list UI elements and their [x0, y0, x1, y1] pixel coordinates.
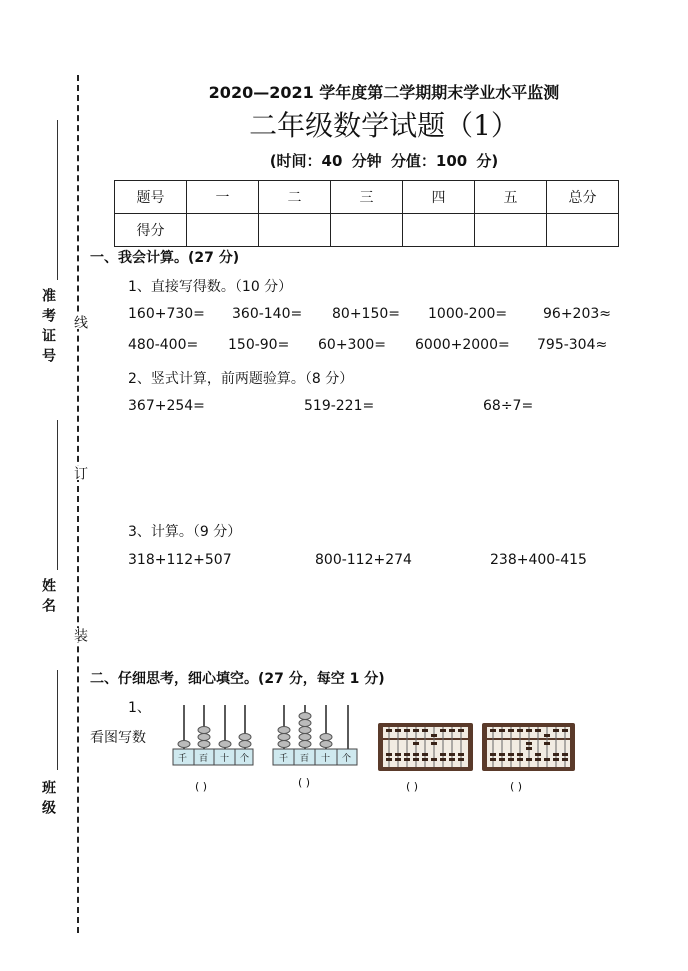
place-label-thousands: 千	[178, 754, 188, 764]
q1-item: 1000-200=	[428, 306, 508, 322]
q1-item: 60+300=	[318, 337, 386, 353]
score-cell: 四	[403, 181, 475, 214]
place-label-tens: 十	[220, 754, 230, 764]
q2-item: 367+254=	[128, 398, 205, 414]
section-2-title: 二、仔细思考，细心填空。(27 分，每空 1 分)	[90, 671, 385, 687]
binding-char-line: 线	[72, 315, 88, 329]
q1-item: 360-140=	[232, 306, 303, 322]
place-label-tens: 十	[321, 754, 331, 764]
exam-title: 二年级数学试题（1）	[249, 109, 519, 142]
score-cell: 五	[475, 181, 547, 214]
score-table-score-row	[115, 214, 619, 247]
q2-item: 68÷7=	[483, 398, 534, 414]
binding-char-ding: 订	[72, 466, 88, 480]
q3-item: 318+112+507	[128, 552, 232, 568]
answer-blank-1[interactable]: ( )	[195, 780, 208, 793]
binding-dashed-line	[77, 75, 79, 933]
exam-time-score: (时间：40 分钟 分值：100 分)	[269, 152, 499, 170]
section-1-title: 一、我会计算。(27 分)	[90, 250, 240, 266]
s2-q1-label: 看图写数	[90, 730, 146, 746]
place-label-hundreds: 百	[199, 754, 209, 764]
class-label: 班级	[40, 780, 56, 820]
place-label-ones: 个	[342, 754, 352, 764]
score-cell: 题号	[115, 181, 187, 214]
q3-item: 800-112+274	[315, 552, 412, 568]
score-input-cell[interactable]	[475, 214, 547, 247]
class-line	[57, 670, 58, 770]
abacus-3-drawing	[383, 727, 468, 767]
exam-term-title: 2020—2021 学年度第二学期期末学业水平监测	[208, 83, 560, 102]
q1-item: 480-400=	[128, 337, 199, 353]
score-input-cell[interactable]	[331, 214, 403, 247]
score-input-cell[interactable]	[547, 214, 619, 247]
counting-frame-1	[172, 703, 254, 767]
name-label: 姓名	[40, 578, 56, 618]
abacus-3-inner	[383, 727, 468, 767]
answer-blank-3[interactable]: ( )	[406, 780, 419, 793]
q1-title: 1、直接写得数。（10 分）	[128, 279, 293, 295]
q2-title: 2、竖式计算，前两题验算。（8 分）	[128, 371, 354, 387]
q2-item: 519-221=	[304, 398, 375, 414]
answer-blank-4[interactable]: ( )	[510, 780, 523, 793]
abacus-4-inner	[487, 727, 570, 767]
s2-q1-number: 1、	[128, 700, 151, 716]
q1-item: 150-90=	[228, 337, 290, 353]
score-cell: 三	[331, 181, 403, 214]
abacus-image-3	[378, 723, 473, 771]
score-cell: 二	[259, 181, 331, 214]
answer-blank-2[interactable]: ( )	[298, 776, 311, 789]
place-label-hundreds: 百	[300, 754, 310, 764]
place-label-ones: 个	[240, 754, 250, 764]
q1-item: 160+730=	[128, 306, 205, 322]
q1-item: 96+203≈	[543, 306, 611, 322]
abacus-4-drawing	[487, 727, 570, 767]
exam-number-label: 准考证号	[40, 288, 56, 368]
q3-title: 3、计算。（9 分）	[128, 524, 242, 540]
score-table	[114, 180, 619, 247]
exam-number-line	[57, 120, 58, 280]
score-input-cell[interactable]	[259, 214, 331, 247]
score-table-header-row	[115, 181, 619, 214]
q1-item: 6000+2000=	[415, 337, 510, 353]
score-input-cell[interactable]	[403, 214, 475, 247]
q1-item: 795-304≈	[537, 337, 608, 353]
name-line	[57, 420, 58, 570]
counting-frame-2	[272, 703, 358, 767]
abacus-image-4	[482, 723, 575, 771]
binding-char-zhuang: 装	[72, 628, 88, 642]
place-label-thousands: 千	[279, 754, 289, 764]
score-input-cell[interactable]	[187, 214, 259, 247]
q3-item: 238+400-415	[490, 552, 587, 568]
score-cell: 一	[187, 181, 259, 214]
score-cell: 总分	[547, 181, 619, 214]
q1-item: 80+150=	[332, 306, 400, 322]
score-cell: 得分	[115, 214, 187, 247]
